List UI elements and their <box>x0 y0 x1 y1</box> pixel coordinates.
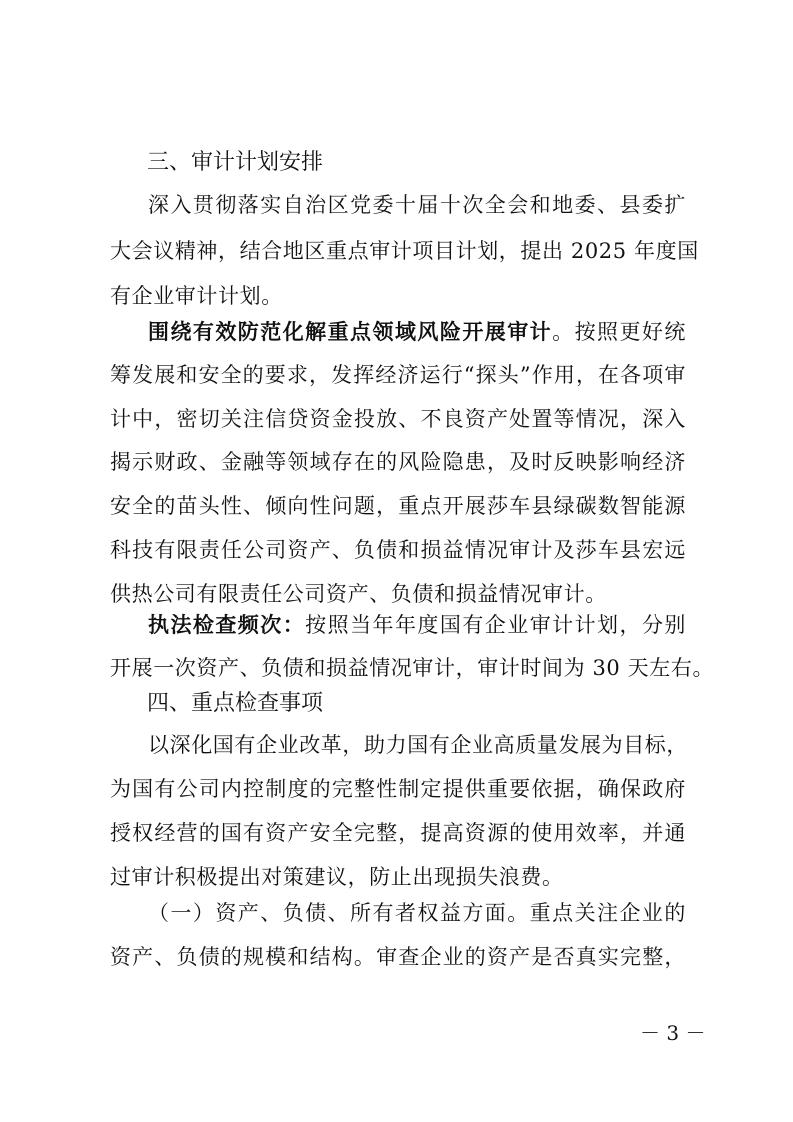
section-4-heading: 四、重点检查事项 <box>147 691 324 716</box>
s3-p2-bold-lead: 围绕有效防范化解重点领域风险开展审计 <box>148 319 553 344</box>
s3-p2-line-3: 计中，密切关注信贷资金投放、不良资产处置等情况，深入 <box>110 407 686 431</box>
s3-p3-bold-lead: 执法检查频次： <box>148 612 306 637</box>
s3-p3-line-1-text: 按照当年年度国有企业审计计划，分别 <box>305 613 687 637</box>
s3-p2-line-1 <box>148 317 686 347</box>
s3-p1-line-2: 大会议精神，结合地区重点审计项目计划，提出 2025 年度国 <box>110 239 699 263</box>
s3-p1-line-1: 深入贯彻落实自治区党委十届十次全会和地委、县委扩 <box>148 193 686 217</box>
s4-p1-line-2: 为国有公司内控制度的完整性制定提供重要依据，确保政府 <box>110 777 686 801</box>
s3-p2-line-2: 筹发展和安全的要求，发挥经济运行“探头”作用，在各项审 <box>110 363 686 387</box>
page-number: － 3 － <box>640 1021 706 1045</box>
s3-p3-line-2: 开展一次资产、负债和损益情况审计，审计时间为 30 天左右。 <box>110 656 715 680</box>
s3-p2-line-4: 揭示财政、金融等领域存在的风险隐患，及时反映影响经济 <box>110 450 686 474</box>
s3-p1-line-3: 有企业审计计划。 <box>110 284 283 308</box>
s3-p2-line-5: 安全的苗头性、倾向性问题，重点开展莎车县绿碳数智能源 <box>110 494 686 518</box>
s3-p2-line-1-text: 。按照更好统 <box>552 320 686 344</box>
s4-p1-line-3: 授权经营的国有资产安全完整，提高资源的使用效率，并通 <box>110 821 686 845</box>
s3-p3-line-1 <box>148 610 686 640</box>
s3-p2-line-6: 科技有限责任公司资产、负债和损益情况审计及莎车县宏远 <box>110 538 686 562</box>
s4-p1-line-4: 过审计积极提出对策建议，防止出现损失浪费。 <box>110 865 564 889</box>
s4-p1-line-1: 以深化国有企业改革，助力国有企业高质量发展为目标， <box>148 733 688 757</box>
section-3-heading: 三、审计计划安排 <box>147 150 324 175</box>
s4-p2-line-1 <box>148 898 686 928</box>
s4-p2-line-1-text: 。重点关注企业的 <box>507 901 686 925</box>
s4-p2-line-2: 资产、负债的规模和结构。审查企业的资产是否真实完整， <box>110 945 686 969</box>
s4-p2-lead: （一）资产、负债、所有者权益方面 <box>148 901 508 925</box>
s3-p2-line-7: 供热公司有限责任公司资产、负债和损益情况审计。 <box>110 582 607 606</box>
